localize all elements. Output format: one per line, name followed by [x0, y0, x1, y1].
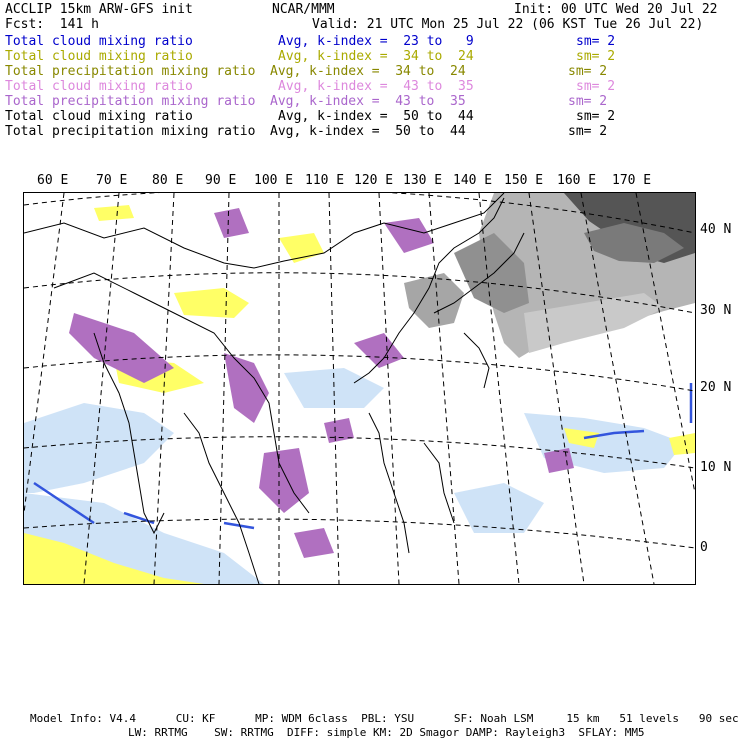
lat-label: 20 N — [700, 380, 732, 395]
lat-label: 40 N — [700, 222, 732, 237]
legend-stat: Avg, k-index = 34 to 24 — [278, 49, 474, 64]
forecast-map — [23, 192, 696, 585]
legend-stat: Avg, k-index = 43 to 35 — [270, 94, 466, 109]
model-info-line-2: LW: RRTMG SW: RRTMG DIFF: simple KM: 2D Smagor DAMP: Rayleigh3 SFLAY: MM5 — [128, 726, 645, 739]
lon-label: 90 E — [205, 173, 237, 188]
lon-label: 70 E — [96, 173, 128, 188]
legend-field: Total cloud mixing ratio — [5, 49, 193, 64]
low-cloud-field — [24, 368, 684, 584]
legend-field: Total precipitation mixing ratio — [5, 94, 256, 109]
map-canvas — [24, 193, 695, 584]
legend-sm: sm= 2 — [576, 49, 616, 64]
legend-sm: sm= 2 — [576, 34, 616, 49]
model-title: ACCLIP 15km ARW-GFS init — [5, 2, 193, 17]
legend-sm: sm= 2 — [576, 79, 616, 94]
legend-stat: Avg, k-index = 50 to 44 — [278, 109, 474, 124]
legend-field: Total cloud mixing ratio — [5, 79, 193, 94]
legend-stat: Avg, k-index = 34 to 24 — [270, 64, 466, 79]
lon-label: 150 E — [504, 173, 544, 188]
center-label: NCAR/MMM — [272, 2, 335, 17]
legend-field: Total precipitation mixing ratio — [5, 124, 256, 139]
legend-field: Total cloud mixing ratio — [5, 109, 193, 124]
legend-field: Total precipitation mixing ratio — [5, 64, 256, 79]
lat-label: 30 N — [700, 303, 732, 318]
lat-label: 10 N — [700, 460, 732, 475]
lon-label: 120 E — [354, 173, 394, 188]
legend-field: Total cloud mixing ratio — [5, 34, 193, 49]
legend-sm: sm= 2 — [576, 109, 616, 124]
lon-label: 110 E — [305, 173, 345, 188]
lon-label: 130 E — [403, 173, 443, 188]
valid-time: Valid: 21 UTC Mon 25 Jul 22 (06 KST Tue 26 Jul 22) — [312, 17, 704, 32]
lat-label: 0 — [700, 540, 708, 555]
lon-label: 160 E — [557, 173, 597, 188]
legend-sm: sm= 2 — [568, 94, 608, 109]
lon-label: 140 E — [453, 173, 493, 188]
init-time: Init: 00 UTC Wed 20 Jul 22 — [514, 2, 718, 17]
model-info-line-1: Model Info: V4.4 CU: KF MP: WDM 6class PBL: YSU SF: Noah LSM 15 km 51 levels 90 sec — [30, 712, 739, 725]
lon-label: 60 E — [37, 173, 69, 188]
legend-stat: Avg, k-index = 43 to 35 — [278, 79, 474, 94]
forecast-hour: Fcst: 141 h — [5, 17, 99, 32]
legend-sm: sm= 2 — [568, 64, 608, 79]
upper-cloud-field — [404, 193, 695, 358]
lon-label: 170 E — [612, 173, 652, 188]
legend-stat: Avg, k-index = 23 to 9 — [278, 34, 474, 49]
legend-sm: sm= 2 — [568, 124, 608, 139]
lon-label: 100 E — [254, 173, 294, 188]
lon-label: 80 E — [152, 173, 184, 188]
legend-stat: Avg, k-index = 50 to 44 — [270, 124, 466, 139]
